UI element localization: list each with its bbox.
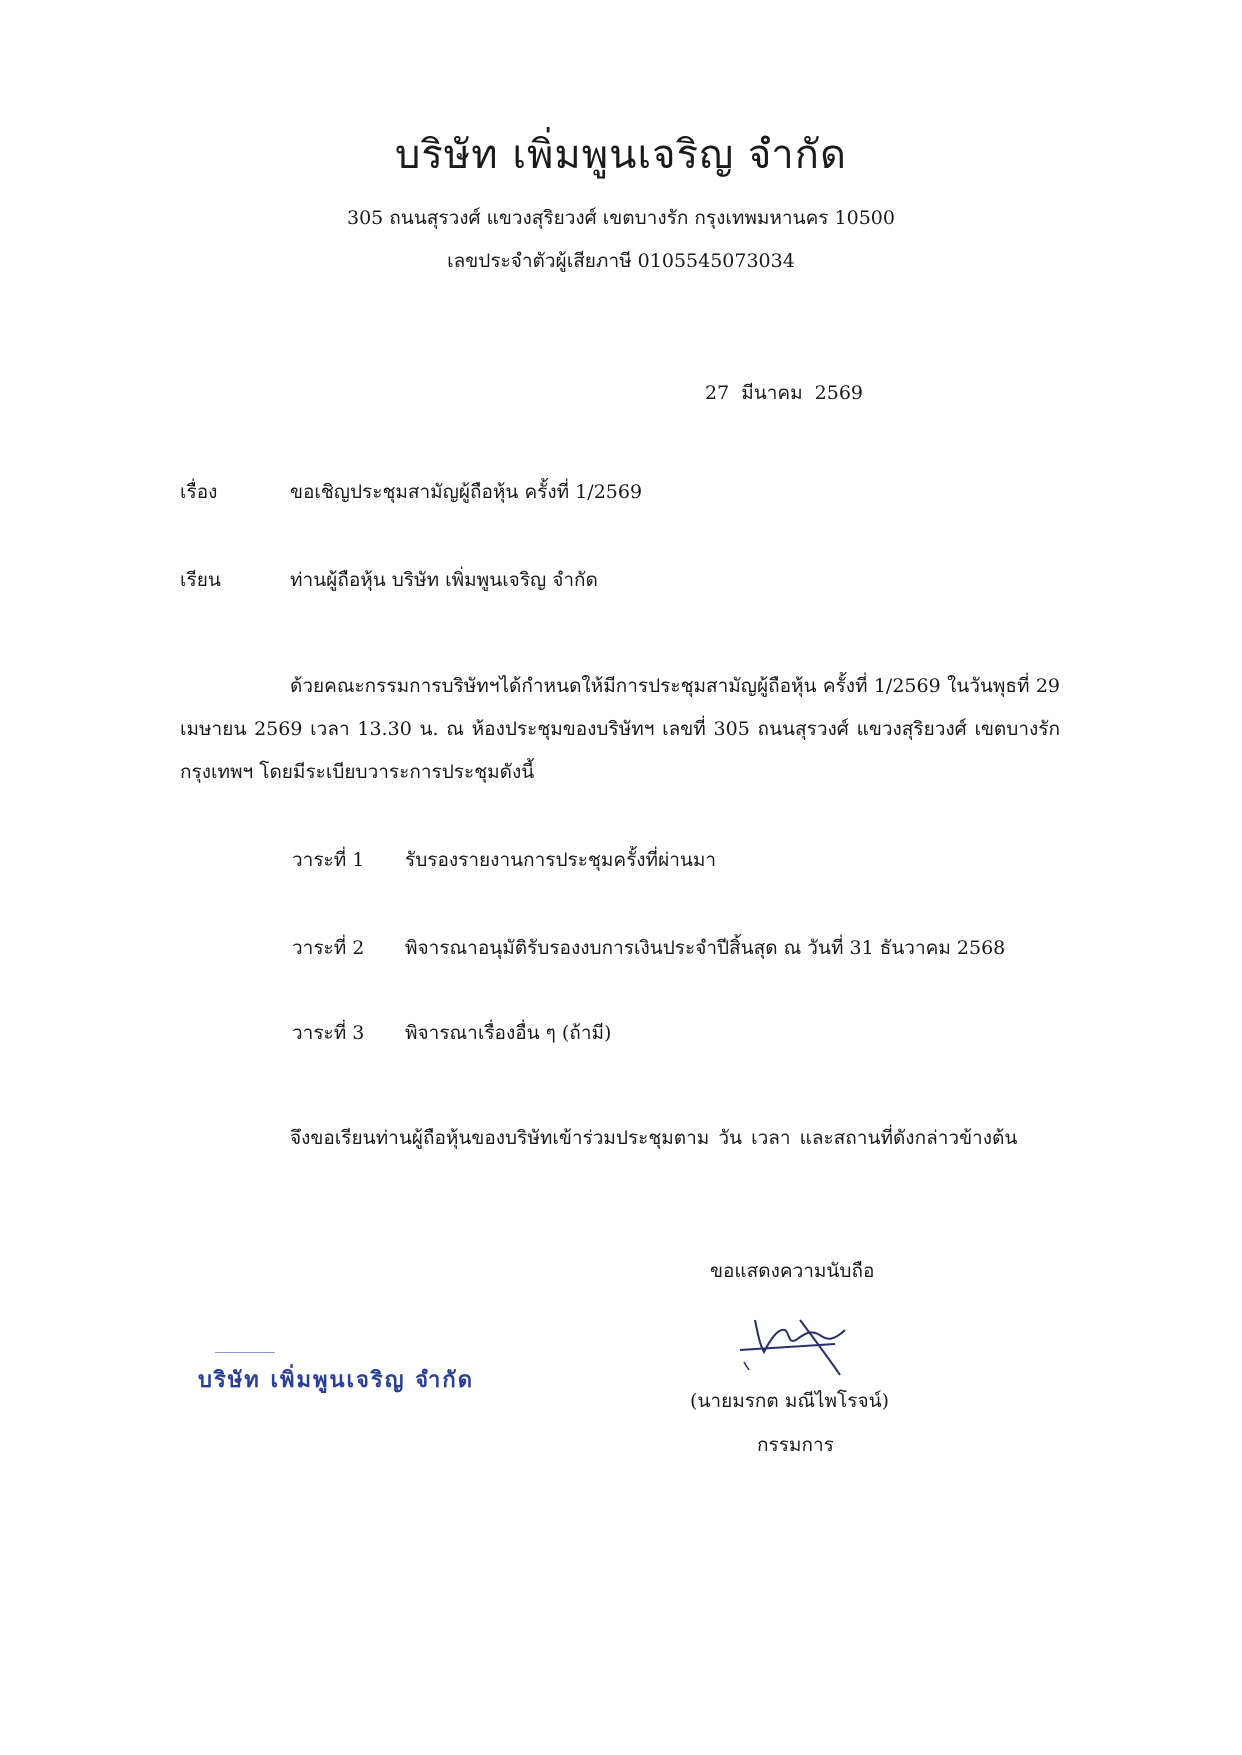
agenda-item-1-number: วาระที่ 1 [292,849,365,871]
company-name: บริษัท เพิ่มพูนเจริญ จำกัด [395,132,847,178]
company-address: 305 ถนนสุรวงศ์ แขวงสุริยวงศ์ เขตบางรัก กรุงเทพมหานคร 10500 [346,207,895,229]
signatory-title: กรรมการ [757,1434,834,1456]
complimentary-close: ขอแสดงความนับถือ [710,1260,875,1282]
subject-text: ขอเชิญประชุมสามัญผู้ถือหุ้น ครั้งที่ 1/2569 [290,481,643,503]
agenda-item-3-number: วาระที่ 3 [292,1022,365,1044]
recipient-text: ท่านผู้ถือหุ้น บริษัท เพิ่มพูนเจริญ จำกัด [290,569,598,591]
agenda-item-1-text: รับรองรายงานการประชุมครั้งที่ผ่านมา [405,849,717,871]
body-paragraph: ด้วยคณะกรรมการบริษัทฯได้กำหนดให้มีการประชุมสามัญผู้ถือหุ้น ครั้งที่ 1/2569 ในวันพุธที่ 29 เมษายน 2569 เวลา 13.30 น. ณ ห้องประชุมของบริษัทฯ เลขที่ 305 ถนนสุรวงศ์ แขวงสุริยวงศ์ เขตบางรัก กรุงเทพฯ โดยมีระเบียบวาระการประชุมดังนี้ [180,675,1060,783]
company-stamp: บริษัท เพิ่มพูนเจริญ จำกัด [198,1368,474,1393]
closing-paragraph: จึงขอเรียนท่านผู้ถือหุ้นของบริษัทเข้าร่วมประชุมตาม วัน เวลา และสถานที่ดังกล่าวข้างต้น [290,1127,1018,1149]
recipient-label: เรียน [180,569,221,591]
agenda-item-2-text: พิจารณาอนุมัติรับรองงบการเงินประจำปีสิ้นสุด ณ วันที่ 31 ธันวาคม 2568 [405,937,1006,959]
stamp-decoration [215,1352,275,1353]
agenda-item-2-number: วาระที่ 2 [292,937,365,959]
letter-date: 27 มีนาคม 2569 [705,382,864,404]
agenda-item-3-text: พิจารณาเรื่องอื่น ๆ (ถ้ามี) [405,1022,612,1044]
company-tax-id: เลขประจำตัวผู้เสียภาษี 0105545073034 [447,250,795,272]
signatory-name: (นายมรกต มณีไพโรจน์) [690,1390,889,1412]
subject-label: เรื่อง [180,481,218,503]
handwritten-signature [730,1300,870,1380]
